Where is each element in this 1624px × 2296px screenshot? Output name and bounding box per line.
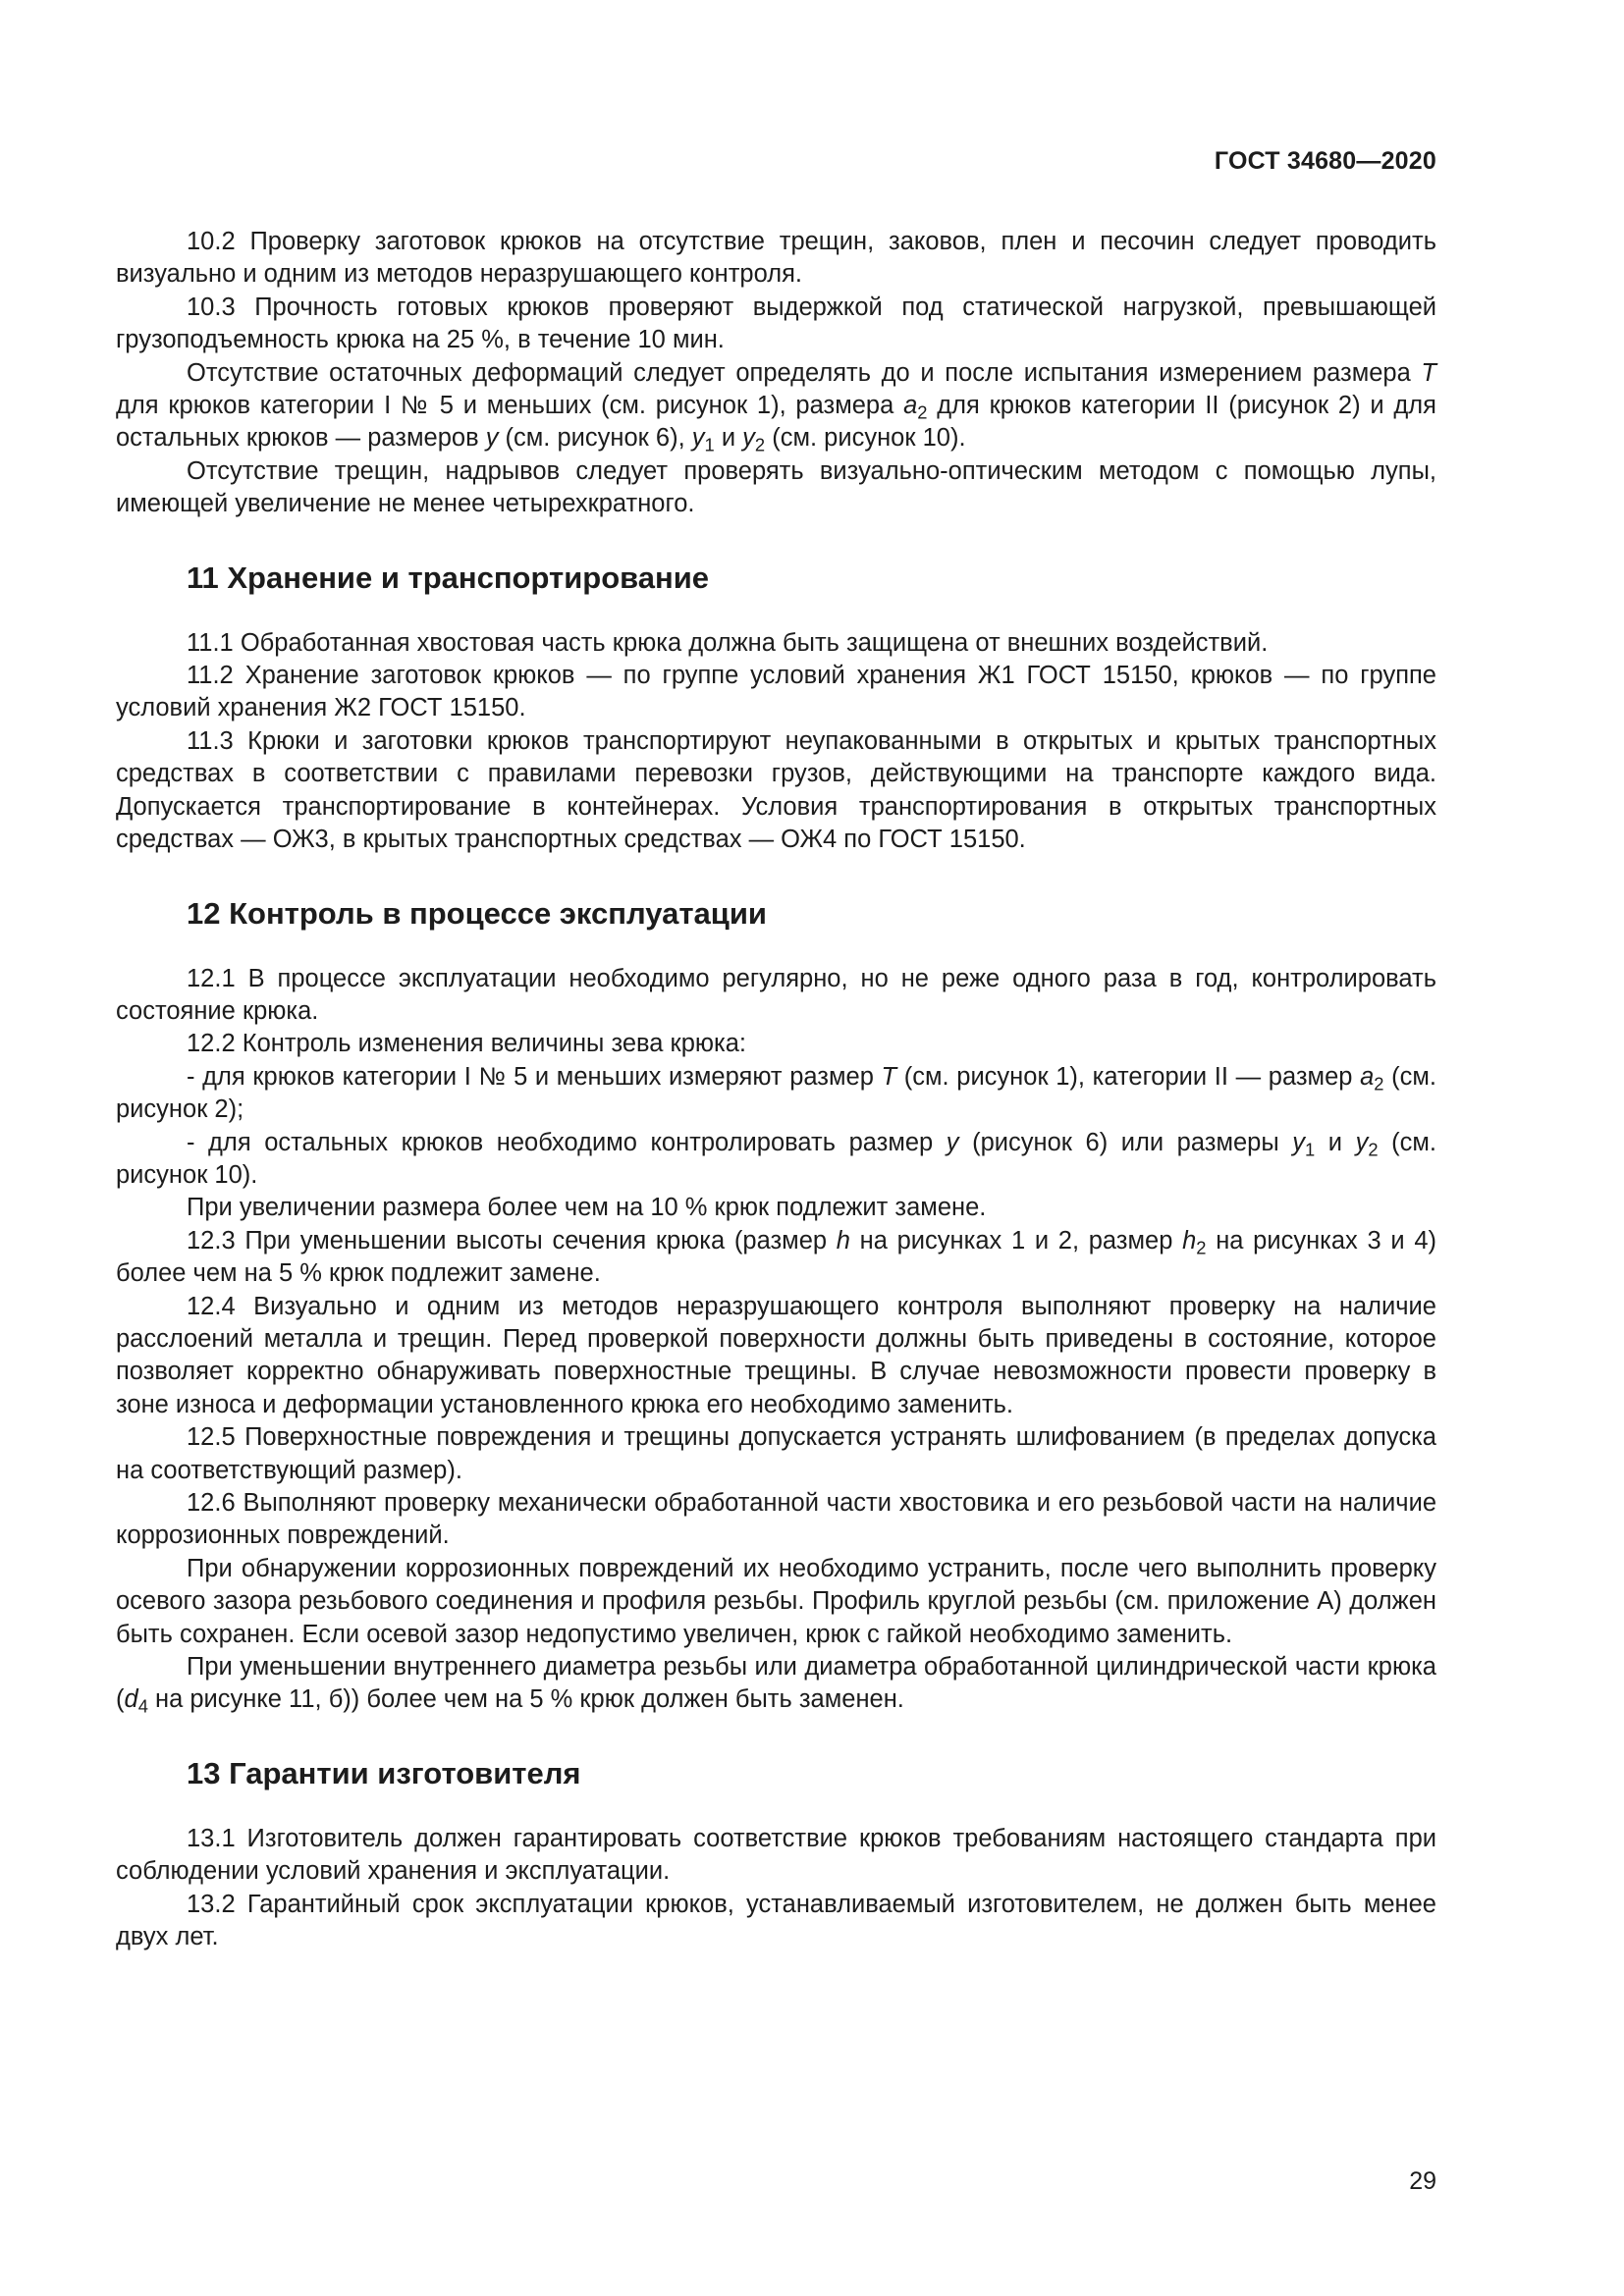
symbol-y1: у	[1292, 1128, 1305, 1156]
section-heading-13: 13 Гарантии изготовителя	[187, 1755, 581, 1790]
subscript: 2	[754, 434, 766, 455]
paragraph-12-1: 12.1 В процессе эксплуатации необходимо регулярно, но не реже одного раза в год, контролировать состояние крюка.	[116, 964, 1436, 1025]
symbol-a: a	[1360, 1062, 1375, 1091]
symbol-T: Т	[881, 1062, 897, 1091]
paragraph-10-2: 10.2 Проверку заготовок крюков на отсутствие трещин, заковов, плен и песочин следует проводить визуально и одним из методов неразрушающего контроля.	[116, 228, 1436, 289]
subscript: 2	[917, 401, 928, 423]
paragraph-cracks-check: Отсутствие трещин, надрывов следует проверять визуально-оптическим методом с помощью лупы, имеющей увеличение не менее четырехкратного.	[116, 456, 1436, 518]
subscript: 2	[1374, 1073, 1384, 1095]
text-run: - для остальных крюков необходимо контролировать размер	[187, 1128, 947, 1156]
text-run: (рисунок 6) или размеры	[958, 1128, 1293, 1156]
paragraph-11-2: 11.2 Хранение заготовок крюков — по группе условий хранения Ж1 ГОСТ 15150, крюков — по группе условий хранения Ж2 ГОСТ 15150.	[116, 662, 1436, 722]
text-run: - для крюков категории I № 5 и меньших измеряют размер	[187, 1062, 882, 1091]
section-heading-12: 12 Контроль в процессе эксплуатации	[187, 895, 767, 931]
text-run: (см. рисунок 10).	[765, 424, 966, 453]
paragraph-11-1: 11.1 Обработанная хвостовая часть крюка должна быть защищена от внешних воздействий.	[187, 628, 1269, 657]
subscript: 1	[704, 434, 715, 455]
paragraph-12-2: 12.2 Контроль изменения величины зева крюка:	[187, 1030, 747, 1058]
symbol-y2: у	[1355, 1128, 1369, 1156]
text-run: на рисунках 3 и 4) более чем на 5 % крюк подлежит замене.	[116, 1226, 1436, 1288]
paragraph-13-2: 13.2 Гарантийный срок эксплуатации крюков, устанавливаемый изготовителем, не должен быть менее двух лет.	[116, 1890, 1436, 1951]
paragraph-residual-deformation	[116, 357, 1436, 455]
symbol-h2: h	[1182, 1226, 1197, 1255]
symbol-y1: у	[691, 424, 705, 453]
text-run: (см. рисунок 2);	[116, 1062, 1436, 1124]
text-run: и	[714, 424, 743, 453]
paragraph-diameter	[116, 1651, 1436, 1717]
symbol-h: h	[836, 1226, 850, 1255]
list-item-other-hooks	[116, 1127, 1436, 1193]
text-run: 12.3 При уменьшении высоты сечения крюка (размер	[187, 1226, 837, 1255]
page-body	[116, 226, 1436, 1953]
paragraph-13-1: 13.1 Изготовитель должен гарантировать соответствие крюков требованиям настоящего стандарта при соблюдении условий хранения и эксплуатации.	[116, 1824, 1436, 1886]
symbol-y2: у	[742, 424, 755, 453]
text-run: для крюков категории I № 5 и меньших (см. рисунок 1), размера	[116, 392, 904, 420]
subscript: 1	[1305, 1139, 1316, 1160]
list-item-category-i	[116, 1061, 1436, 1127]
symbol-y: у	[485, 424, 499, 453]
page-number: 29	[1409, 2167, 1436, 2195]
document-code-header: ГОСТ 34680—2020	[1214, 147, 1436, 175]
symbol-d: d	[124, 1685, 138, 1714]
paragraph-corrosion: При обнаружении коррозионных повреждений их необходимо устранить, после чего выполнить проверку осевого зазора резьбового соединения и профиля резьбы. Профиль круглой резьбы (см. приложение А) должен быть сохранен. Если осевой зазор недопустимо увеличен, крюк с гайкой необходимо заменить.	[116, 1554, 1436, 1648]
text-run: (см. рисунок 10).	[116, 1128, 1436, 1189]
text-run: (см. рисунок 1), категории II — размер	[896, 1062, 1361, 1091]
text-run: на рисунках 1 и 2, размер	[849, 1226, 1183, 1255]
symbol-y: у	[946, 1128, 959, 1156]
paragraph-12-4: 12.4 Визуально и одним из методов неразрушающего контроля выполняют проверку на наличие расслоений металла и трещин. Перед проверкой поверхности должны быть приведены в состояние, которое позволяет корректно обнаруживать поверхностные трещины. В случае невозможности провести проверку в зоне износа и деформации установленного крюка его необходимо заменить.	[116, 1292, 1436, 1418]
symbol-a: a	[903, 392, 918, 420]
paragraph-10-3: 10.3 Прочность готовых крюков проверяют выдержкой под статической нагрузкой, превышающей грузоподъемность крюка на 25 %, в течение 10 мин.	[116, 293, 1436, 354]
subscript: 2	[1368, 1139, 1379, 1160]
paragraph-replace-rule: При увеличении размера более чем на 10 % крюк подлежит замене.	[187, 1194, 987, 1222]
text-run: и	[1315, 1128, 1356, 1156]
paragraph-11-3: 11.3 Крюки и заготовки крюков транспортируют неупакованными в открытых и крытых транспортных средствах в соответствии с правилами перевозки грузов, действующими на транспорте каждого вида. Допускается транспортирование в контейнерах. Условия транспортирования в открытых транспортных средствах — ОЖ3, в крытых транспортных средствах — ОЖ4 по ГОСТ 15150.	[116, 726, 1436, 854]
symbol-T: Т	[1421, 358, 1436, 387]
text-run: (см. рисунок 6),	[498, 424, 692, 453]
paragraph-12-5: 12.5 Поверхностные повреждения и трещины допускается устранять шлифованием (в пределах допуска на соответствующий размер).	[116, 1423, 1436, 1484]
subscript: 4	[137, 1695, 148, 1717]
text-run: Отсутствие остаточных деформаций следует определять до и после испытания измерением размера	[187, 358, 1422, 387]
paragraph-12-3	[116, 1225, 1436, 1291]
text-run: При уменьшении внутреннего диаметра резьбы или диаметра обработанной цилиндрической части крюка (	[116, 1653, 1436, 1714]
section-heading-11: 11 Хранение и транспортирование	[187, 560, 710, 595]
text-run: на рисунке 11, б)) более чем на 5 % крюк должен быть заменен.	[147, 1685, 904, 1714]
paragraph-12-6: 12.6 Выполняют проверку механически обработанной части хвостовика и его резьбовой части на наличие коррозионных повреждений.	[116, 1489, 1436, 1550]
subscript: 2	[1196, 1237, 1207, 1258]
text-run: для крюков категории II (рисунок 2) и для остальных крюков — размеров	[116, 392, 1436, 453]
